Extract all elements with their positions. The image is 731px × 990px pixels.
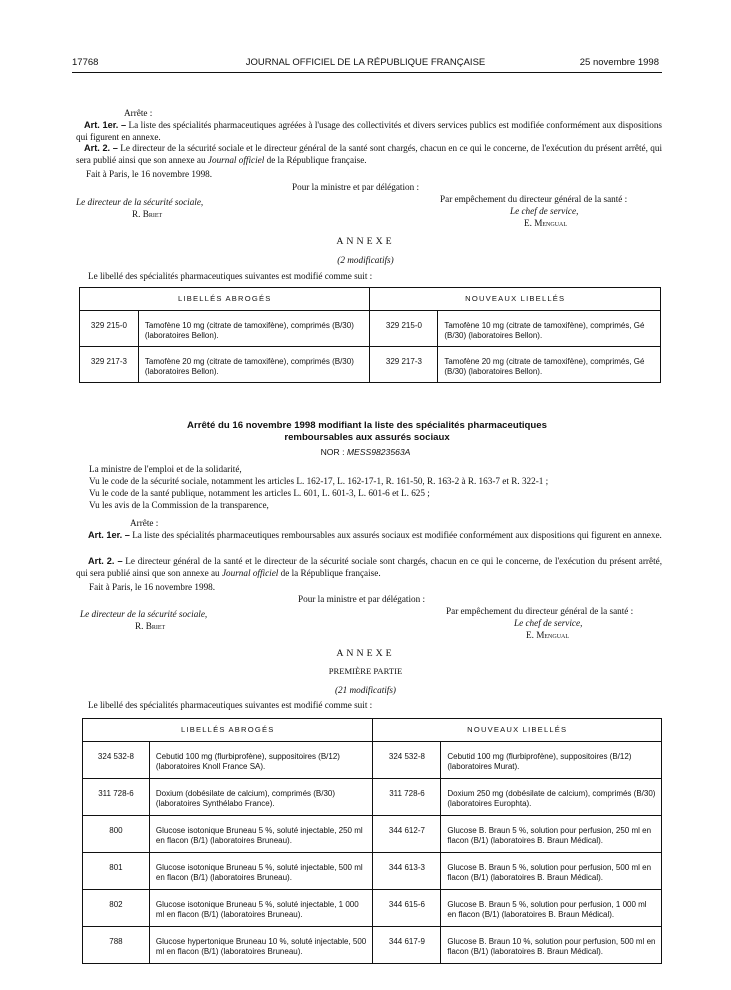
article-text: La liste des spécialités pharmaceutiques agréées à l'usage des collectivités et divers services publics est modifiée conformément aux dispositions qui figurent en annexe.: [76, 120, 662, 142]
old-code: 329 215-0: [80, 311, 139, 347]
col-header-new: NOUVEAUX LIBELLÉS: [370, 288, 661, 311]
table-row: [83, 816, 662, 853]
arrete-title: [72, 420, 662, 443]
preamble-line: Vu les avis de la Commission de la transparence,: [89, 500, 269, 510]
old-label: Glucose isotonique Bruneau 5 %, soluté injectable, 500 ml en flacon (B/1) (laboratoires Bruneau).: [149, 853, 373, 890]
signatory-right-line: Par empêchement du directeur général de la santé :: [440, 194, 628, 204]
new-code: 344 615-6: [373, 890, 441, 927]
old-code: 329 217-3: [80, 347, 139, 383]
old-code: 802: [83, 890, 150, 927]
old-label: Glucose isotonique Bruneau 5 %, soluté injectable, 250 ml en flacon (B/1) (laboratoires Bruneau).: [149, 816, 373, 853]
issue-date: 25 novembre 1998: [579, 57, 659, 68]
partie-heading: PREMIÈRE PARTIE: [328, 666, 403, 676]
new-code: 329 215-0: [370, 311, 438, 347]
article-label: Art. 2. –: [84, 143, 118, 153]
signatory-left-name: R. Briet: [132, 209, 163, 219]
new-code: 344 613-3: [373, 853, 441, 890]
article-2: Art. 2. – Le directeur général de la santé et le directeur de la sécurité sociale sont chargés, chacun en ce qui le concerne, de l'exécution du présent arrêté, qui sera publié ainsi que son annexe au Journal officiel de la République française.: [76, 556, 662, 578]
signatory-right-title: Le chef de service,: [510, 206, 579, 216]
annexe-heading: ANNEXE: [336, 648, 395, 659]
new-label: Doxium 250 mg (dobésilate de calcium), comprimés (B/30) (laboratoires Europhta).: [441, 779, 662, 816]
preamble-line: Vu le code de la santé publique, notamment les articles L. 601, L. 601-3, L. 601-6 et L. 625 ;: [89, 488, 430, 498]
preamble-line: La ministre de l'emploi et de la solidarité,: [89, 464, 242, 474]
annex-table-1: [79, 287, 661, 383]
annexe-heading: ANNEXE: [336, 236, 395, 247]
old-code: 800: [83, 816, 150, 853]
journal-title: JOURNAL OFFICIEL DE LA RÉPUBLIQUE FRANÇAISE: [245, 57, 486, 68]
modificatifs-count: (21 modificatifs): [335, 685, 396, 695]
table-row: [83, 890, 662, 927]
new-code: 344 612-7: [373, 816, 441, 853]
signatory-right-line: Par empêchement du directeur général de la santé :: [446, 606, 634, 616]
table-row: [83, 779, 662, 816]
old-label: Cebutid 100 mg (flurbiprofène), suppositoires (B/12) (laboratoires Knoll France SA).: [149, 742, 373, 779]
new-code: 344 617-9: [373, 927, 441, 964]
arrete-label: Arrête :: [124, 108, 153, 118]
old-code: 311 728-6: [83, 779, 150, 816]
table-row: [83, 742, 662, 779]
new-label: Cebutid 100 mg (flurbiprofène), suppositoires (B/12) (laboratoires Murat).: [441, 742, 662, 779]
article-text: La liste des spécialités pharmaceutiques remboursables aux assurés sociaux est modifiée conformément aux dispositions qui figurent en annexe.: [132, 530, 662, 540]
new-label: Tamofène 10 mg (citrate de tamoxifène), comprimés, Gé (B/30) (laboratoires Bellon).: [438, 311, 661, 347]
signatory-left-title: Le directeur de la sécurité sociale,: [76, 197, 204, 207]
arrete-label: Arrête :: [130, 518, 159, 528]
signatory-right-name: E. Mengual: [526, 630, 570, 640]
old-label: Tamofène 20 mg (citrate de tamoxifène), comprimés (B/30) (laboratoires Bellon).: [138, 347, 370, 383]
table-row: [80, 311, 661, 347]
article-label: Art. 1er. –: [88, 530, 130, 540]
page-number: 17768: [72, 57, 99, 68]
fait-a-paris: Fait à Paris, le 16 novembre 1998.: [86, 169, 213, 179]
col-header-old: LIBELLÉS ABROGÉS: [83, 719, 373, 742]
new-label: Glucose B. Braun 5 %, solution pour perfusion, 1 000 ml en flacon (B/1) (laboratoires B. Braun Médical).: [441, 890, 662, 927]
new-code: 329 217-3: [370, 347, 438, 383]
signatory-right-name: E. Mengual: [524, 218, 568, 228]
delegation-line: Pour la ministre et par délégation :: [298, 594, 426, 604]
signatory-left-name: R. Briet: [135, 621, 166, 631]
old-code: 788: [83, 927, 150, 964]
old-code: 324 532-8: [83, 742, 150, 779]
col-header-old: LIBELLÉS ABROGÉS: [80, 288, 370, 311]
signatory-right-title: Le chef de service,: [514, 618, 583, 628]
old-label: Doxium (dobésilate de calcium), comprimés (B/30) (laboratoires Synthélabo France).: [149, 779, 373, 816]
table-intro: Le libellé des spécialités pharmaceutiques suivantes est modifié comme suit :: [88, 271, 373, 281]
old-code: 801: [83, 853, 150, 890]
table-row: [83, 927, 662, 964]
article-label: Art. 1er. –: [84, 120, 127, 130]
article-1: [76, 530, 662, 542]
col-header-new: NOUVEAUX LIBELLÉS: [373, 719, 662, 742]
arrete-title-line: Arrêté du 16 novembre 1998 modifiant la liste des spécialités pharmaceutiques: [187, 420, 547, 431]
nor-reference: NOR : MESS9823563A: [320, 447, 411, 457]
preamble-line: Vu le code de la sécurité sociale, notamment les articles L. 162-17, L. 162-17-1, R. 161-50, R. 163-2 à R. 163-7 et R. 322-1 ;: [89, 476, 549, 486]
new-label: Glucose B. Braun 10 %, solution pour perfusion, 500 ml en flacon (B/1) (laboratoires B. Braun Médical).: [441, 927, 662, 964]
old-label: Tamofène 10 mg (citrate de tamoxifène), comprimés (B/30) (laboratoires Bellon).: [138, 311, 370, 347]
new-code: 324 532-8: [373, 742, 441, 779]
arrete-title-line: remboursables aux assurés sociaux: [284, 431, 450, 443]
table-intro: Le libellé des spécialités pharmaceutiques suivantes est modifié comme suit :: [88, 700, 373, 710]
article-1: [76, 120, 662, 143]
modificatifs-count: (2 modificatifs): [337, 255, 394, 265]
header-rule: [72, 72, 662, 73]
new-label: Tamofène 20 mg (citrate de tamoxifène), comprimés, Gé (B/30) (laboratoires Bellon).: [438, 347, 661, 383]
new-label: Glucose B. Braun 5 %, solution pour perfusion, 250 ml en flacon (B/1) (laboratoires B. Braun Médical).: [441, 816, 662, 853]
new-label: Glucose B. Braun 5 %, solution pour perfusion, 500 ml en flacon (B/1) (laboratoires B. Braun Médical).: [441, 853, 662, 890]
annex-table-2: [82, 718, 662, 964]
old-label: Glucose hypertonique Bruneau 10 %, soluté injectable, 500 ml en flacon (B/1) (laboratoires Bruneau).: [149, 927, 373, 964]
table-row: [80, 347, 661, 383]
table-row: [83, 853, 662, 890]
fait-a-paris: Fait à Paris, le 16 novembre 1998.: [89, 582, 216, 592]
delegation-line: Pour la ministre et par délégation :: [292, 182, 420, 192]
signatory-left-title: Le directeur de la sécurité sociale,: [80, 609, 208, 619]
article-label: Art. 2. –: [88, 556, 123, 566]
article-2: Art. 2. – Le directeur de la sécurité sociale et le directeur général de la santé sont chargés, chacun en ce qui le concerne, de l'exécution du présent arrêté, qui sera publié ainsi que son annexe au Journal officiel de la République française.: [76, 143, 663, 165]
new-code: 311 728-6: [373, 779, 441, 816]
old-label: Glucose isotonique Bruneau 5 %, soluté injectable, 1 000 ml en flacon (B/1) (laboratoires Bruneau).: [149, 890, 373, 927]
